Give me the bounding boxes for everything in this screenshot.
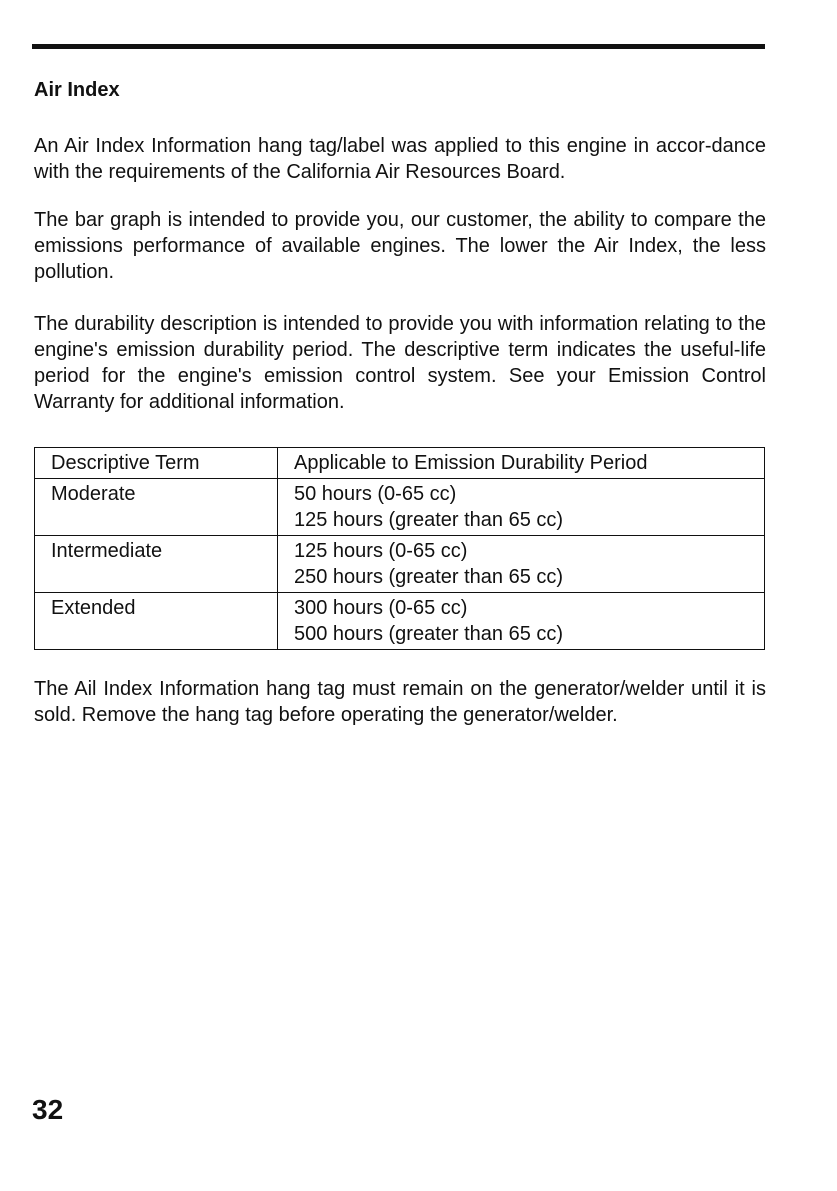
header-durability-period: Applicable to Emission Durability Period — [278, 448, 765, 479]
term-cell: Extended — [35, 593, 278, 650]
section-heading: Air Index — [34, 79, 120, 101]
table-row — [35, 593, 765, 650]
period-line: 125 hours (0-65 cc) — [294, 540, 468, 562]
period-line: 500 hours (greater than 65 cc) — [294, 623, 564, 645]
term-cell: Moderate — [35, 479, 278, 536]
table-row — [35, 479, 765, 536]
paragraph-bar-graph: The bar graph is intended to provide you, our customer, the ability to compare the emissions performance of available engines. The lower the Air Index, the less pollution. — [34, 209, 766, 283]
page-number: 32 — [32, 1094, 64, 1125]
period-line: 125 hours (greater than 65 cc) — [294, 509, 564, 531]
table-header-row — [35, 448, 765, 479]
period-line: 300 hours (0-65 cc) — [294, 597, 468, 619]
period-line: 50 hours (0-65 cc) — [294, 483, 457, 505]
period-line: 250 hours (greater than 65 cc) — [294, 566, 564, 588]
period-cell — [278, 479, 765, 536]
header-descriptive-term: Descriptive Term — [35, 448, 278, 479]
paragraph-durability: The durability description is intended to provide you with information relating to the engine's emission durability period. The descriptive term indicates the useful-life period for the engine's emission control system. See your Emission Control Warranty for additional information. — [34, 313, 766, 413]
period-cell — [278, 593, 765, 650]
term-cell: Intermediate — [35, 536, 278, 593]
closing-paragraph: The Ail Index Information hang tag must remain on the generator/welder until it is sold. Remove the hang tag before operating the generator/welder. — [34, 678, 766, 726]
period-cell — [278, 536, 765, 593]
table-row — [35, 536, 765, 593]
paragraph-hang-tag: An Air Index Information hang tag/label was applied to this engine in accor-dance with the requirements of the California Air Resources Board. — [34, 135, 766, 183]
top-rule — [32, 44, 765, 49]
durability-table — [34, 447, 765, 650]
